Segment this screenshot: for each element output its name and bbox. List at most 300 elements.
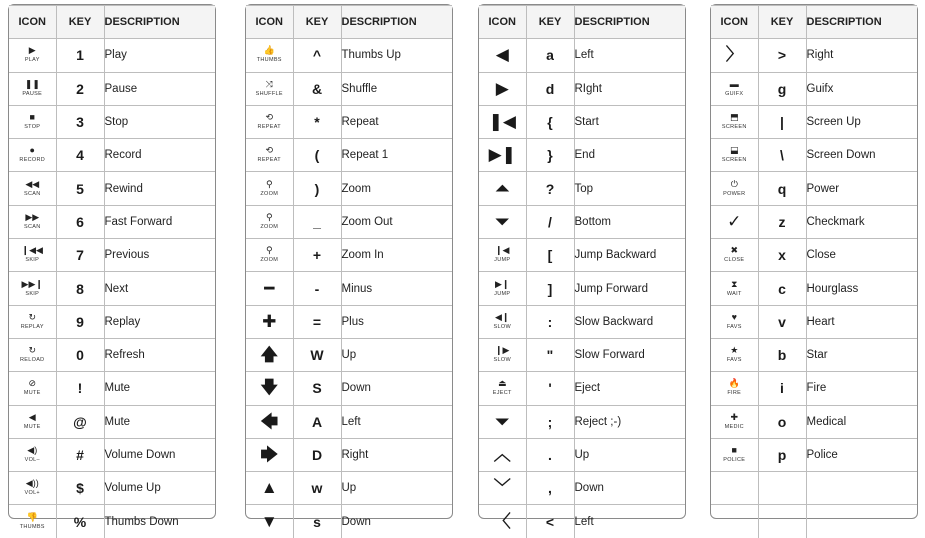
icon-cell (246, 338, 293, 371)
table-row (479, 239, 685, 272)
key-cell: 4 (56, 139, 104, 172)
table-row (479, 272, 685, 305)
icon-cell (479, 505, 526, 538)
description-cell: Left (574, 505, 685, 538)
description-cell: Top (574, 172, 685, 205)
icon-header: ICON (9, 6, 56, 39)
up-icon: ▲ (260, 478, 278, 498)
icon-cell (9, 405, 56, 438)
key-cell: ^ (293, 39, 341, 72)
icon-cell (9, 338, 56, 371)
icon-cell (711, 205, 758, 238)
icon-cell (246, 372, 293, 405)
key-cell: # (56, 438, 104, 471)
icon-caption: GUIFX (725, 90, 744, 97)
key-cell: 3 (56, 105, 104, 138)
table-row (711, 472, 917, 505)
description-cell: Zoom Out (341, 205, 452, 238)
start-icon: ❚◀ (488, 112, 516, 132)
icon-caption: REPEAT (257, 124, 281, 131)
key-cell: { (526, 105, 574, 138)
description-cell: Refresh (104, 338, 215, 371)
table-row (711, 172, 917, 205)
table-row (479, 305, 685, 338)
description-cell: Star (806, 338, 917, 371)
table-row (9, 305, 215, 338)
description-cell: Bottom (574, 205, 685, 238)
description-cell: Rewind (104, 172, 215, 205)
description-cell: Thumbs Down (104, 505, 215, 538)
table-row (9, 405, 215, 438)
header-row (711, 6, 917, 39)
table-row (9, 438, 215, 471)
icon-cell (9, 438, 56, 471)
table-row (711, 139, 917, 172)
description-cell: Slow Forward (574, 338, 685, 371)
table-row (711, 105, 917, 138)
key-cell: 2 (56, 72, 104, 105)
icon-caption: MUTE (23, 390, 41, 397)
key-cell: = (293, 305, 341, 338)
key-header: KEY (56, 6, 104, 39)
key-cell: a (526, 39, 574, 72)
key-cell: \ (758, 139, 806, 172)
checkmark-icon: ✓ (727, 211, 742, 231)
table-row (246, 205, 452, 238)
icon-cell (246, 239, 293, 272)
icon-caption: ZOOM (260, 223, 279, 230)
icon-caption: REPLAY (20, 323, 44, 330)
key-cell: + (293, 239, 341, 272)
slow-forward-icon: ❙▶ (495, 345, 510, 356)
hourglass-icon: ⧗ (731, 278, 738, 289)
key-cell: , (526, 472, 574, 505)
icon-caption: SKIP (25, 290, 40, 297)
panel-2 (245, 4, 453, 531)
key-cell: q (758, 172, 806, 205)
down-icon: ﹀ (493, 478, 511, 498)
table-row (479, 172, 685, 205)
table-row (246, 338, 452, 371)
table-row (9, 172, 215, 205)
right-icon: 〉 (725, 45, 743, 65)
icon-caption: JUMP (494, 257, 511, 264)
screen-up-icon: ⬒ (729, 112, 739, 123)
screen-down-icon: ⬓ (729, 145, 739, 156)
table-row (479, 472, 685, 505)
icon-cell (479, 39, 526, 72)
description-cell: Down (574, 472, 685, 505)
description-cell: Mute (104, 405, 215, 438)
table-row (246, 72, 452, 105)
icon-cell (246, 205, 293, 238)
table-row (711, 372, 917, 405)
icon-caption: SCAN (24, 190, 41, 197)
icon-caption: MEDIC (724, 423, 744, 430)
description-cell: Volume Up (104, 472, 215, 505)
icon-cell (711, 372, 758, 405)
play-icon: ▶ (28, 45, 36, 56)
icon-cell (246, 305, 293, 338)
table-row (711, 272, 917, 305)
key-cell: @ (56, 405, 104, 438)
table-row (9, 272, 215, 305)
description-cell: Volume Down (104, 438, 215, 471)
pause-icon: ❚❚ (24, 78, 40, 89)
key-cell: g (758, 72, 806, 105)
icon-caption: MUTE (23, 423, 41, 430)
table-row (479, 372, 685, 405)
table-row (246, 438, 452, 471)
icon-caption: THUMBS (256, 57, 282, 64)
table-row (9, 338, 215, 371)
description-cell: Fire (806, 372, 917, 405)
eject-icon: ⏏ (497, 378, 507, 389)
icon-caption: SCAN (24, 223, 41, 230)
left-icon: 〈 (493, 511, 511, 531)
icon-cell (246, 39, 293, 72)
table-row (9, 372, 215, 405)
repeat-1-icon: ⟲ (265, 145, 274, 156)
table-row (9, 72, 215, 105)
description-cell: Up (574, 438, 685, 471)
key-cell: d (526, 72, 574, 105)
key-cell: s (293, 505, 341, 538)
description-cell: Slow Backward (574, 305, 685, 338)
icon-cell (711, 438, 758, 471)
key-cell: ? (526, 172, 574, 205)
thumbs-up-icon: 👍 (263, 45, 275, 56)
table-row (479, 105, 685, 138)
table-row (479, 205, 685, 238)
next-icon: ▶▶❙ (21, 278, 43, 289)
key-cell: 7 (56, 239, 104, 272)
table-row (711, 72, 917, 105)
police-icon: ■ (731, 445, 737, 455)
zoom-out-icon: ⚲ (265, 211, 273, 222)
icon-cell (711, 505, 758, 538)
panel-1 (8, 4, 216, 530)
description-cell (806, 505, 917, 538)
icon-caption: REPEAT (257, 157, 281, 164)
icon-header: ICON (711, 6, 758, 39)
up-icon: 🡅 (260, 345, 278, 365)
left-icon: ◀ (495, 45, 509, 65)
table-row (479, 139, 685, 172)
table-row (479, 338, 685, 371)
description-cell: Hourglass (806, 272, 917, 305)
right-icon: ▶ (495, 78, 509, 98)
description-cell: Jump Backward (574, 239, 685, 272)
icon-cell (246, 105, 293, 138)
thumbs-down-icon: 👎 (26, 511, 38, 522)
table-row (711, 505, 917, 538)
icon-caption: FIRE (727, 390, 742, 397)
icon-caption: PLAY (24, 57, 40, 64)
record-icon: ● (29, 145, 35, 156)
table-row (479, 505, 685, 538)
icon-caption: SLOW (493, 357, 511, 364)
icon-caption: SKIP (25, 257, 40, 264)
key-cell: : (526, 305, 574, 338)
key-cell: p (758, 438, 806, 471)
description-cell: Left (341, 405, 452, 438)
description-cell: Down (341, 505, 452, 538)
key-cell: " (526, 338, 574, 371)
icon-caption: RELOAD (20, 357, 45, 364)
icon-cell (479, 105, 526, 138)
table-row (246, 472, 452, 505)
down-icon: 🡇 (260, 378, 278, 398)
key-cell: i (758, 372, 806, 405)
key-cell: ! (56, 372, 104, 405)
key-cell: x (758, 239, 806, 272)
icon-header: ICON (479, 6, 526, 39)
key-table (9, 5, 215, 538)
table-row (9, 505, 215, 538)
key-cell: v (758, 305, 806, 338)
key-cell: b (758, 338, 806, 371)
icon-cell (479, 272, 526, 305)
description-cell: Heart (806, 305, 917, 338)
icon-cell (479, 139, 526, 172)
reject-icon: ⏷ (495, 411, 510, 431)
zoom-icon: ⚲ (265, 178, 273, 189)
key-cell (758, 472, 806, 505)
description-cell: RIght (574, 72, 685, 105)
icon-cell (711, 405, 758, 438)
table-row (246, 105, 452, 138)
icon-caption: CLOSE (724, 257, 745, 264)
icon-caption: SCREEN (721, 157, 747, 164)
description-cell: Fast Forward (104, 205, 215, 238)
key-cell: - (293, 272, 341, 305)
description-cell: Minus (341, 272, 452, 305)
icon-cell (479, 472, 526, 505)
description-cell: Reject ;-) (574, 405, 685, 438)
description-cell: Up (341, 338, 452, 371)
table-row (711, 239, 917, 272)
table-row (246, 405, 452, 438)
description-header: DESCRIPTION (341, 6, 452, 39)
icon-cell (9, 505, 56, 538)
icon-cell (9, 239, 56, 272)
guifx-icon: ▬ (729, 78, 739, 89)
icon-cell (246, 72, 293, 105)
icon-cell (246, 505, 293, 538)
key-cell: ( (293, 139, 341, 172)
description-cell: Previous (104, 239, 215, 272)
table-row (9, 239, 215, 272)
key-cell: [ (526, 239, 574, 272)
description-cell: Zoom (341, 172, 452, 205)
icon-cell (711, 39, 758, 72)
icon-cell (479, 438, 526, 471)
icon-caption: STOP (24, 124, 41, 131)
replay-icon: ↻ (28, 311, 37, 322)
description-cell: Right (341, 438, 452, 471)
key-cell: | (758, 105, 806, 138)
key-cell: ) (293, 172, 341, 205)
key-cell: 6 (56, 205, 104, 238)
table-row (711, 338, 917, 371)
icon-caption: FAVS (726, 323, 742, 330)
description-cell: Screen Up (806, 105, 917, 138)
icon-cell (246, 172, 293, 205)
icon-cell (711, 272, 758, 305)
description-cell: Next (104, 272, 215, 305)
description-cell: Up (341, 472, 452, 505)
icon-cell (9, 72, 56, 105)
icon-cell (246, 438, 293, 471)
description-cell: End (574, 139, 685, 172)
key-cell: z (758, 205, 806, 238)
icon-caption: POWER (723, 190, 746, 197)
icon-caption: THUMBS (19, 523, 45, 530)
icon-cell (9, 172, 56, 205)
description-cell: Mute (104, 372, 215, 405)
key-header: KEY (293, 6, 341, 39)
table-row (479, 72, 685, 105)
panel-4 (710, 4, 918, 519)
table-row (479, 438, 685, 471)
key-header: KEY (758, 6, 806, 39)
key-cell: & (293, 72, 341, 105)
table-row (9, 139, 215, 172)
icon-caption: ZOOM (260, 257, 279, 264)
right-icon: 🡆 (260, 445, 279, 464)
icon-caption: SHUFFLE (255, 90, 283, 97)
fire-icon: 🔥 (728, 378, 740, 389)
description-cell: Eject (574, 372, 685, 405)
icon-cell (711, 305, 758, 338)
icon-cell (9, 139, 56, 172)
icon-caption: VOL+ (24, 490, 40, 497)
icon-caption: WAIT (726, 290, 742, 297)
icon-cell (479, 338, 526, 371)
medical-icon: ✚ (730, 411, 739, 422)
icon-cell (479, 372, 526, 405)
icon-cell (479, 205, 526, 238)
icon-cell (479, 239, 526, 272)
icon-cell (479, 405, 526, 438)
key-cell: 9 (56, 305, 104, 338)
key-cell: % (56, 505, 104, 538)
description-cell: Right (806, 39, 917, 72)
zoom-in-icon: ⚲ (265, 245, 273, 256)
icon-cell (711, 105, 758, 138)
table-row (9, 472, 215, 505)
end-icon: ▶❚ (488, 145, 516, 165)
key-cell: S (293, 372, 341, 405)
key-cell: ' (526, 372, 574, 405)
up-icon: ︿ (493, 445, 511, 464)
icon-cell (9, 372, 56, 405)
icon-cell (479, 172, 526, 205)
minus-icon: ━ (264, 278, 275, 298)
top-icon: ⏶ (495, 178, 510, 198)
description-cell: Thumbs Up (341, 39, 452, 72)
key-cell: > (758, 39, 806, 72)
icon-caption: PAUSE (22, 90, 43, 97)
icon-cell (711, 139, 758, 172)
table-row (9, 105, 215, 138)
heart-icon: ♥ (731, 311, 737, 322)
description-cell: Repeat (341, 105, 452, 138)
table-row (9, 39, 215, 72)
description-cell: Left (574, 39, 685, 72)
key-cell: } (526, 139, 574, 172)
key-cell (758, 505, 806, 538)
description-cell: Power (806, 172, 917, 205)
key-cell: ; (526, 405, 574, 438)
description-cell: Screen Down (806, 139, 917, 172)
star-icon: ★ (730, 345, 739, 356)
table-row (711, 305, 917, 338)
icon-caption: RECORD (19, 157, 46, 164)
repeat-icon: ⟲ (265, 112, 274, 123)
description-cell: Play (104, 39, 215, 72)
key-cell: w (293, 472, 341, 505)
table-row (479, 405, 685, 438)
description-cell: Down (341, 372, 452, 405)
key-cell: A (293, 405, 341, 438)
description-cell: Zoom In (341, 239, 452, 272)
description-header: DESCRIPTION (574, 6, 685, 39)
table-row (711, 205, 917, 238)
previous-icon: ❙◀◀ (21, 245, 43, 256)
down-icon: ▼ (260, 511, 278, 531)
table-row (246, 372, 452, 405)
rewind-icon: ◀◀ (25, 178, 40, 189)
left-icon: 🡄 (260, 411, 279, 431)
icon-cell (711, 338, 758, 371)
description-cell: Stop (104, 105, 215, 138)
volume-down-icon: ◀) (27, 445, 38, 455)
key-cell: $ (56, 472, 104, 505)
description-cell: Replay (104, 305, 215, 338)
description-cell: Record (104, 139, 215, 172)
volume-up-icon: ◀)) (25, 478, 39, 489)
power-icon: ⏻ (730, 178, 738, 189)
jump-forward-icon: ▶❙ (495, 278, 510, 289)
description-cell: Jump Forward (574, 272, 685, 305)
description-header: DESCRIPTION (806, 6, 917, 39)
table-row (246, 239, 452, 272)
key-table (246, 5, 452, 538)
icon-caption: POLICE (723, 457, 746, 463)
header-row (9, 6, 215, 39)
icon-cell (9, 472, 56, 505)
description-cell: Repeat 1 (341, 139, 452, 172)
table-row (711, 405, 917, 438)
table-row (479, 39, 685, 72)
icon-cell (9, 205, 56, 238)
key-cell: _ (293, 205, 341, 238)
icon-cell (9, 272, 56, 305)
table-row (9, 205, 215, 238)
table-row (246, 272, 452, 305)
header-row (246, 6, 452, 39)
icon-cell (246, 405, 293, 438)
description-cell: Shuffle (341, 72, 452, 105)
table-row (246, 305, 452, 338)
fast-forward-icon: ▶▶ (25, 211, 40, 222)
icon-cell (711, 72, 758, 105)
key-cell: 0 (56, 338, 104, 371)
icon-cell (479, 72, 526, 105)
icon-cell (9, 305, 56, 338)
